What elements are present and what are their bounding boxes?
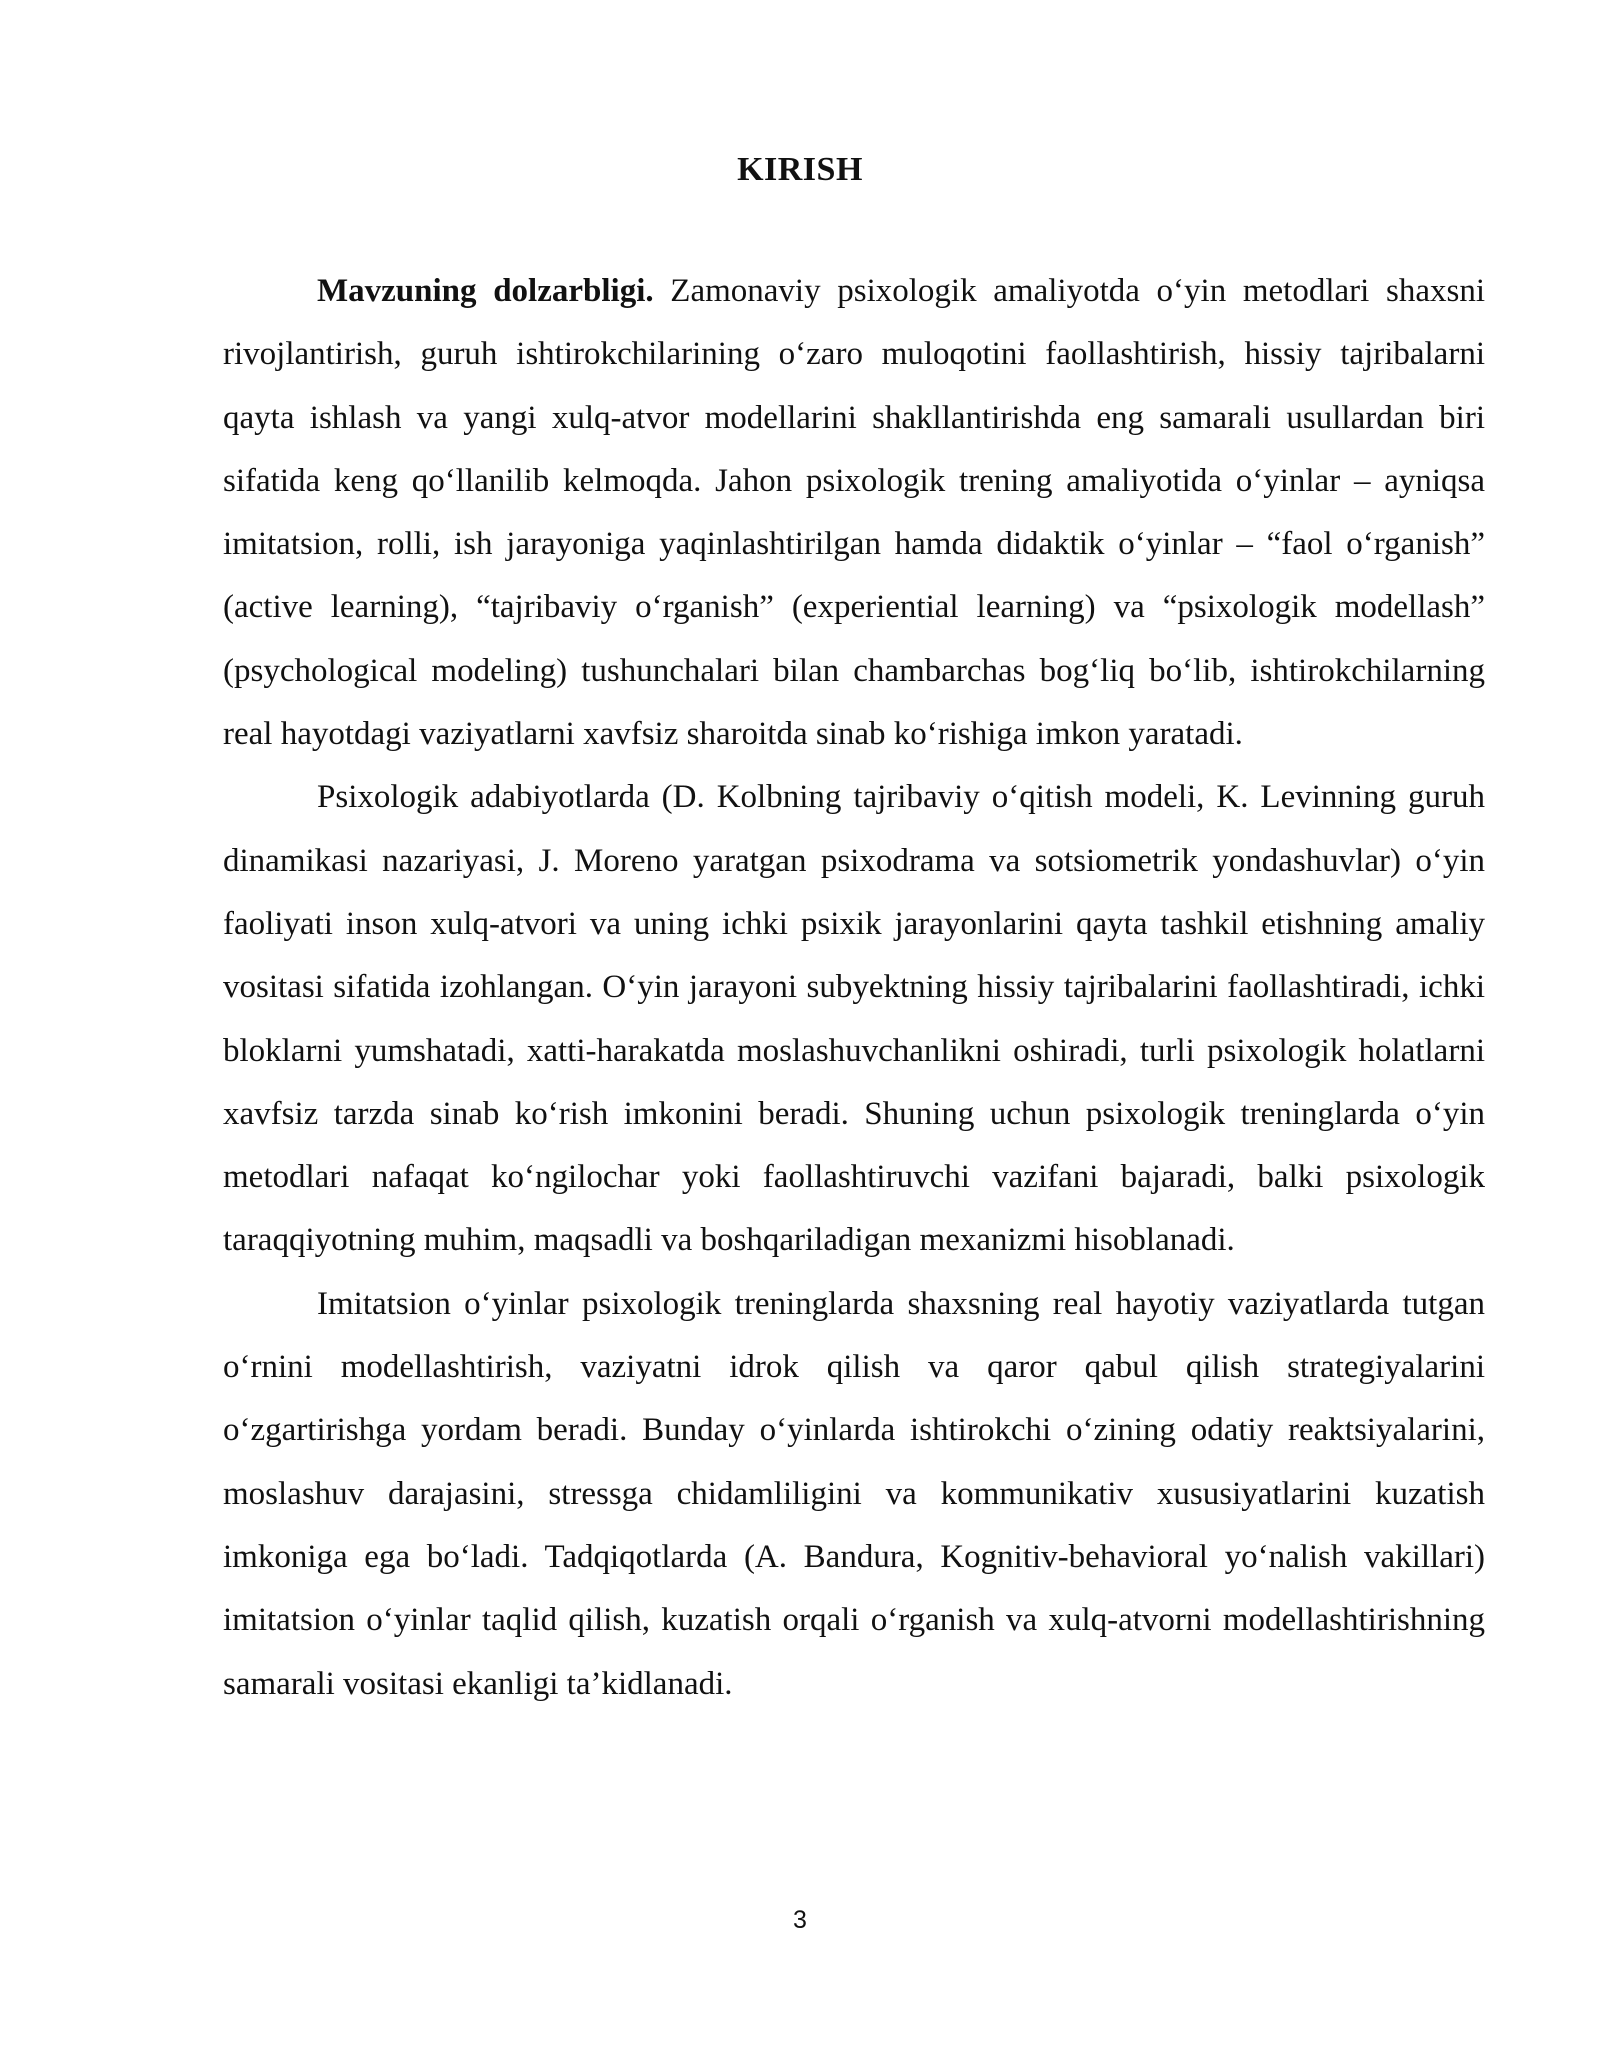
document-body [223, 260, 1485, 1716]
paragraph-text: Imitatsion o‘yinlar psixologik treninglarda shaxsning real hayotiy vaziyatlarda tutgan o‘rnini modellashtirish, vaziyatni idrok qilish va qaror qabul qilish strategiyalarini o‘zgartirishga yordam beradi. Bunday o‘yinlarda ishtirokchi o‘zining odatiy reaktsiyalarini, moslashuv darajasini, stressga chidamliligini va kommunikativ xususiyatlarini kuzatish imkoniga ega bo‘ladi. Tadqiqotlarda (A. Bandura, Kognitiv-behavioral yo‘nalish vakillari) imitatsion o‘yinlar taqlid qilish, kuzatish orqali o‘rganish va xulq-atvorni modellashtirishning samarali vositasi ekanligi ta’kidlanadi. [223, 1285, 1485, 1702]
page-title: KIRISH [737, 151, 863, 188]
paragraph-relevance [223, 260, 1485, 766]
paragraph-text: Zamonaviy psixologik amaliyotda o‘yin metodlari shaxsni rivojlantirish, guruh ishtirokchilarining o‘zaro muloqotini faollashtirish, hissiy tajribalarni qayta ishlash va yangi xulq-atvor modellarini shakllantirishda eng samarali usullardan biri sifatida keng qo‘llanilib kelmoqda. Jahon psixologik trening amaliyotida o‘yinlar – ayniqsa imitatsion, rolli, ish jarayoniga yaqinlashtirilgan hamda didaktik o‘yinlar – “faol o‘rganish” (active learning), “tajribaviy o‘rganish” (experiential learning) va “psixologik modellash” (psychological modeling) tushunchalari bilan chambarchas bog‘liq bo‘lib, ishtirokchilarning real hayotdagi vaziyatlarni xavfsiz sharoitda sinab ko‘rishiga imkon yaratadi. [223, 273, 1485, 753]
paragraph-lead: Mavzuning dolzarbligi. [317, 273, 654, 309]
page-number: 3 [793, 1906, 807, 1934]
paragraph-text: Psixologik adabiyotlarda (D. Kolbning tajribaviy o‘qitish modeli, K. Levinning guruh dinamikasi nazariyasi, J. Moreno yaratgan psixodrama va sotsiometrik yondashuvlar) o‘yin faoliyati inson xulq-atvori va uning ichki psixik jarayonlarini qayta tashkil etishning amaliy vositasi sifatida izohlangan. O‘yin jarayoni subyektning hissiy tajribalarini faollashtiradi, ichki bloklarni yumshatadi, xatti-harakatda moslashuvchanlikni oshiradi, turli psixologik holatlarni xavfsiz tarzda sinab ko‘rish imkonini beradi. Shuning uchun psixologik treninglarda o‘yin metodlari nafaqat ko‘ngilochar yoki faollashtiruvchi vazifani bajaradi, balki psixologik taraqqiyotning muhim, maqsadli va boshqariladigan mexanizmi hisoblanadi. [223, 779, 1485, 1259]
paragraph-literature [223, 766, 1485, 1272]
paragraph-imitation-games [223, 1273, 1485, 1716]
